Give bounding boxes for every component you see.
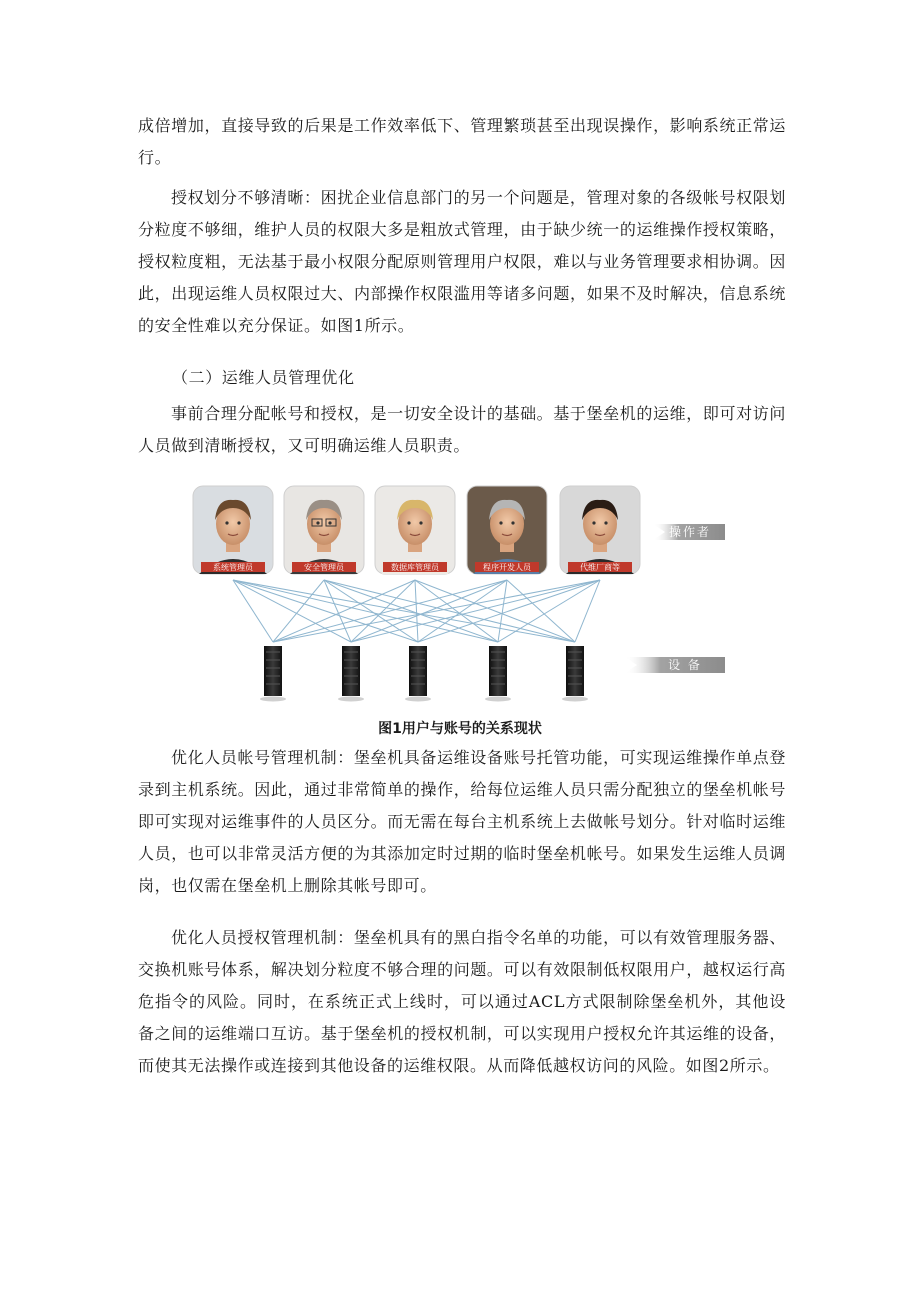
- operator-portrait: [375, 486, 455, 574]
- connection-lines: [233, 580, 600, 642]
- operator-label: 系统管理员: [213, 563, 253, 572]
- figure-user-account-relation: [185, 478, 735, 710]
- operator-portrait: [193, 486, 273, 574]
- operator-label: 数据库管理员: [391, 563, 439, 572]
- server-icon: [485, 646, 511, 702]
- server-icon: [260, 646, 286, 702]
- paragraph-5: 优化人员授权管理机制：堡垒机具有的黑白指令名单的功能，可以有效管理服务器、交换机账号体系，解决划分粒度不够合理的问题。可以有效限制低权限用户，越权运行高危指令的风险。同时，在系统正式上线时，可以通过ACL方式限制除堡垒机外，其他设备之间的运维端口互访。基于堡垒机的授权机制，可以实现用户授权允许其运维的设备，而使其无法操作或连接到其他设备的运维权限。从而降低越权访问的风险。如图2所示。: [138, 928, 786, 1075]
- relation-diagram: [185, 478, 735, 710]
- connection-line: [575, 580, 600, 642]
- server-icon: [405, 646, 431, 702]
- section-heading: （二）运维人员管理优化: [172, 368, 355, 387]
- paragraph-2: 授权划分不够清晰：困扰企业信息部门的另一个问题是，管理对象的各级帐号权限划分粒度不够细，维护人员的权限大多是粗放式管理，由于缺少统一的运维操作授权策略，授权粒度粗，无法基于最小权限分配原则管理用户权限，难以与业务管理要求相协调。因此，出现运维人员权限过大、内部操作权限滥用等诸多问题，如果不及时解决，信息系统的安全性难以充分保证。如图1所示。: [138, 188, 786, 335]
- operator-label: 代维厂商等: [580, 563, 620, 572]
- connection-line: [233, 580, 498, 642]
- paragraph-1: 成倍增加，直接导致的后果是工作效率低下、管理繁琐甚至出现误操作，影响系统正常运行。: [138, 116, 786, 167]
- connection-line: [273, 580, 324, 642]
- device-row: [260, 646, 588, 702]
- connection-line: [273, 580, 415, 642]
- operator-portrait: [284, 486, 364, 574]
- operator-label: 安全管理员: [304, 563, 344, 572]
- operator-tag: [653, 524, 725, 540]
- connection-line: [233, 580, 351, 642]
- connection-line: [507, 580, 575, 642]
- connection-line: [351, 580, 507, 642]
- connection-line: [324, 580, 575, 642]
- figure-caption: 图1用户与账号的关系现状: [378, 721, 542, 737]
- server-icon: [338, 646, 364, 702]
- connection-line: [498, 580, 507, 642]
- server-icon: [562, 646, 588, 702]
- paragraph-4: 优化人员帐号管理机制：堡垒机具备运维设备账号托管功能，可实现运维操作单点登录到主机系统。因此，通过非常简单的操作，给每位运维人员只需分配独立的堡垒机帐号即可实现对运维事件的人员区分。而无需在每台主机系统上去做帐号划分。针对临时运维人员，也可以非常灵活方便的为其添加定时过期的临时堡垒机帐号。如果发生运维人员调岗，也仅需在堡垒机上删除其帐号即可。: [138, 748, 786, 895]
- device-tag-label: 设 备: [668, 658, 702, 672]
- operator-tag-label: 操作者: [668, 525, 712, 539]
- operator-portrait: [560, 486, 640, 574]
- operator-portrait: [467, 486, 547, 574]
- operator-row: [193, 486, 640, 574]
- operator-label: 程序开发人员: [483, 563, 531, 572]
- paragraph-3: 事前合理分配帐号和授权，是一切安全设计的基础。基于堡垒机的运维，即可对访问人员做到清晰授权，又可明确运维人员职责。: [138, 404, 786, 455]
- connection-line: [418, 580, 600, 642]
- connection-line: [415, 580, 418, 642]
- device-tag: [625, 657, 725, 673]
- connection-line: [233, 580, 273, 642]
